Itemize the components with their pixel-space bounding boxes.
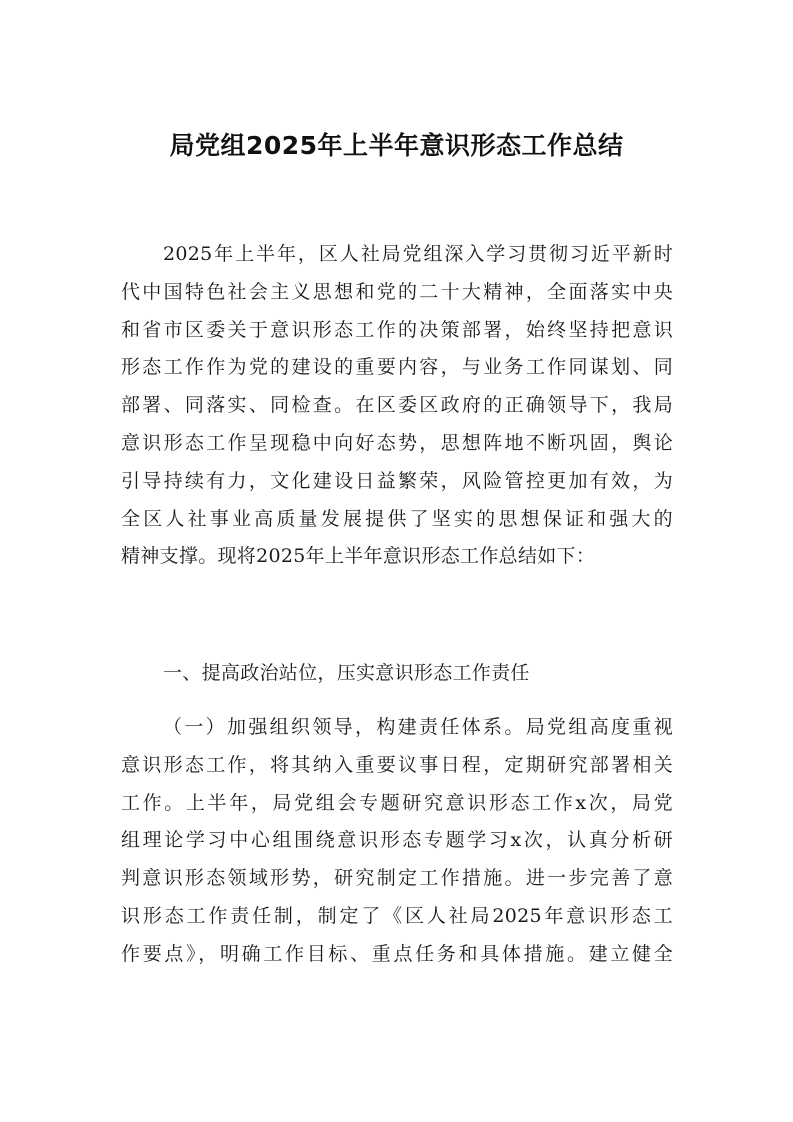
paragraph-line: 代中国特色社会主义思想和党的二十大精神，全面落实中央 bbox=[121, 280, 673, 303]
paragraph-line: 意识形态工作呈现稳中向好态势，思想阵地不断巩固，舆论 bbox=[121, 431, 673, 454]
paragraph-line: 工作。上半年，局党组会专题研究意识形态工作x次，局党 bbox=[121, 791, 673, 814]
paragraph-line: 作要点》，明确工作目标、重点任务和具体措施。建立健全 bbox=[121, 942, 673, 965]
paragraph-line: 判意识形态领域形势，研究制定工作措施。进一步完善了意 bbox=[121, 867, 673, 890]
paragraph-line: 组理论学习中心组围绕意识形态专题学习x次，认真分析研 bbox=[121, 829, 673, 852]
paragraph-line: 形态工作作为党的建设的重要内容，与业务工作同谋划、同 bbox=[121, 356, 673, 379]
paragraph-line: 精神支撑。现将2025年上半年意识形态工作总结如下： bbox=[121, 545, 596, 568]
paragraph-line: 识形态工作责任制，制定了《区人社局2025年意识形态工 bbox=[121, 904, 673, 927]
paragraph-line: 和省市区委关于意识形态工作的决策部署，始终坚持把意识 bbox=[121, 318, 673, 341]
section-paragraph bbox=[121, 709, 673, 974]
document-title: 局党组2025年上半年意识形态工作总结 bbox=[169, 131, 624, 160]
paragraph-line: 意识形态工作，将其纳入重要议事日程，定期研究部署相关 bbox=[121, 753, 673, 776]
paragraph-line: 全区人社事业高质量发展提供了坚实的思想保证和强大的 bbox=[121, 507, 673, 530]
paragraph-line: 2025年上半年，区人社局党组深入学习贯彻习近平新时 bbox=[163, 243, 673, 265]
intro-paragraph bbox=[121, 236, 673, 576]
paragraph-line: （一）加强组织领导，构建责任体系。局党组高度重视 bbox=[163, 716, 673, 738]
section-heading: 一、提高政治站位，压实意识形态工作责任 bbox=[163, 662, 530, 684]
paragraph-line: 部署、同落实、同检查。在区委区政府的正确领导下，我局 bbox=[121, 394, 673, 417]
paragraph-line: 引导持续有力，文化建设日益繁荣，风险管控更加有效，为 bbox=[121, 469, 673, 492]
